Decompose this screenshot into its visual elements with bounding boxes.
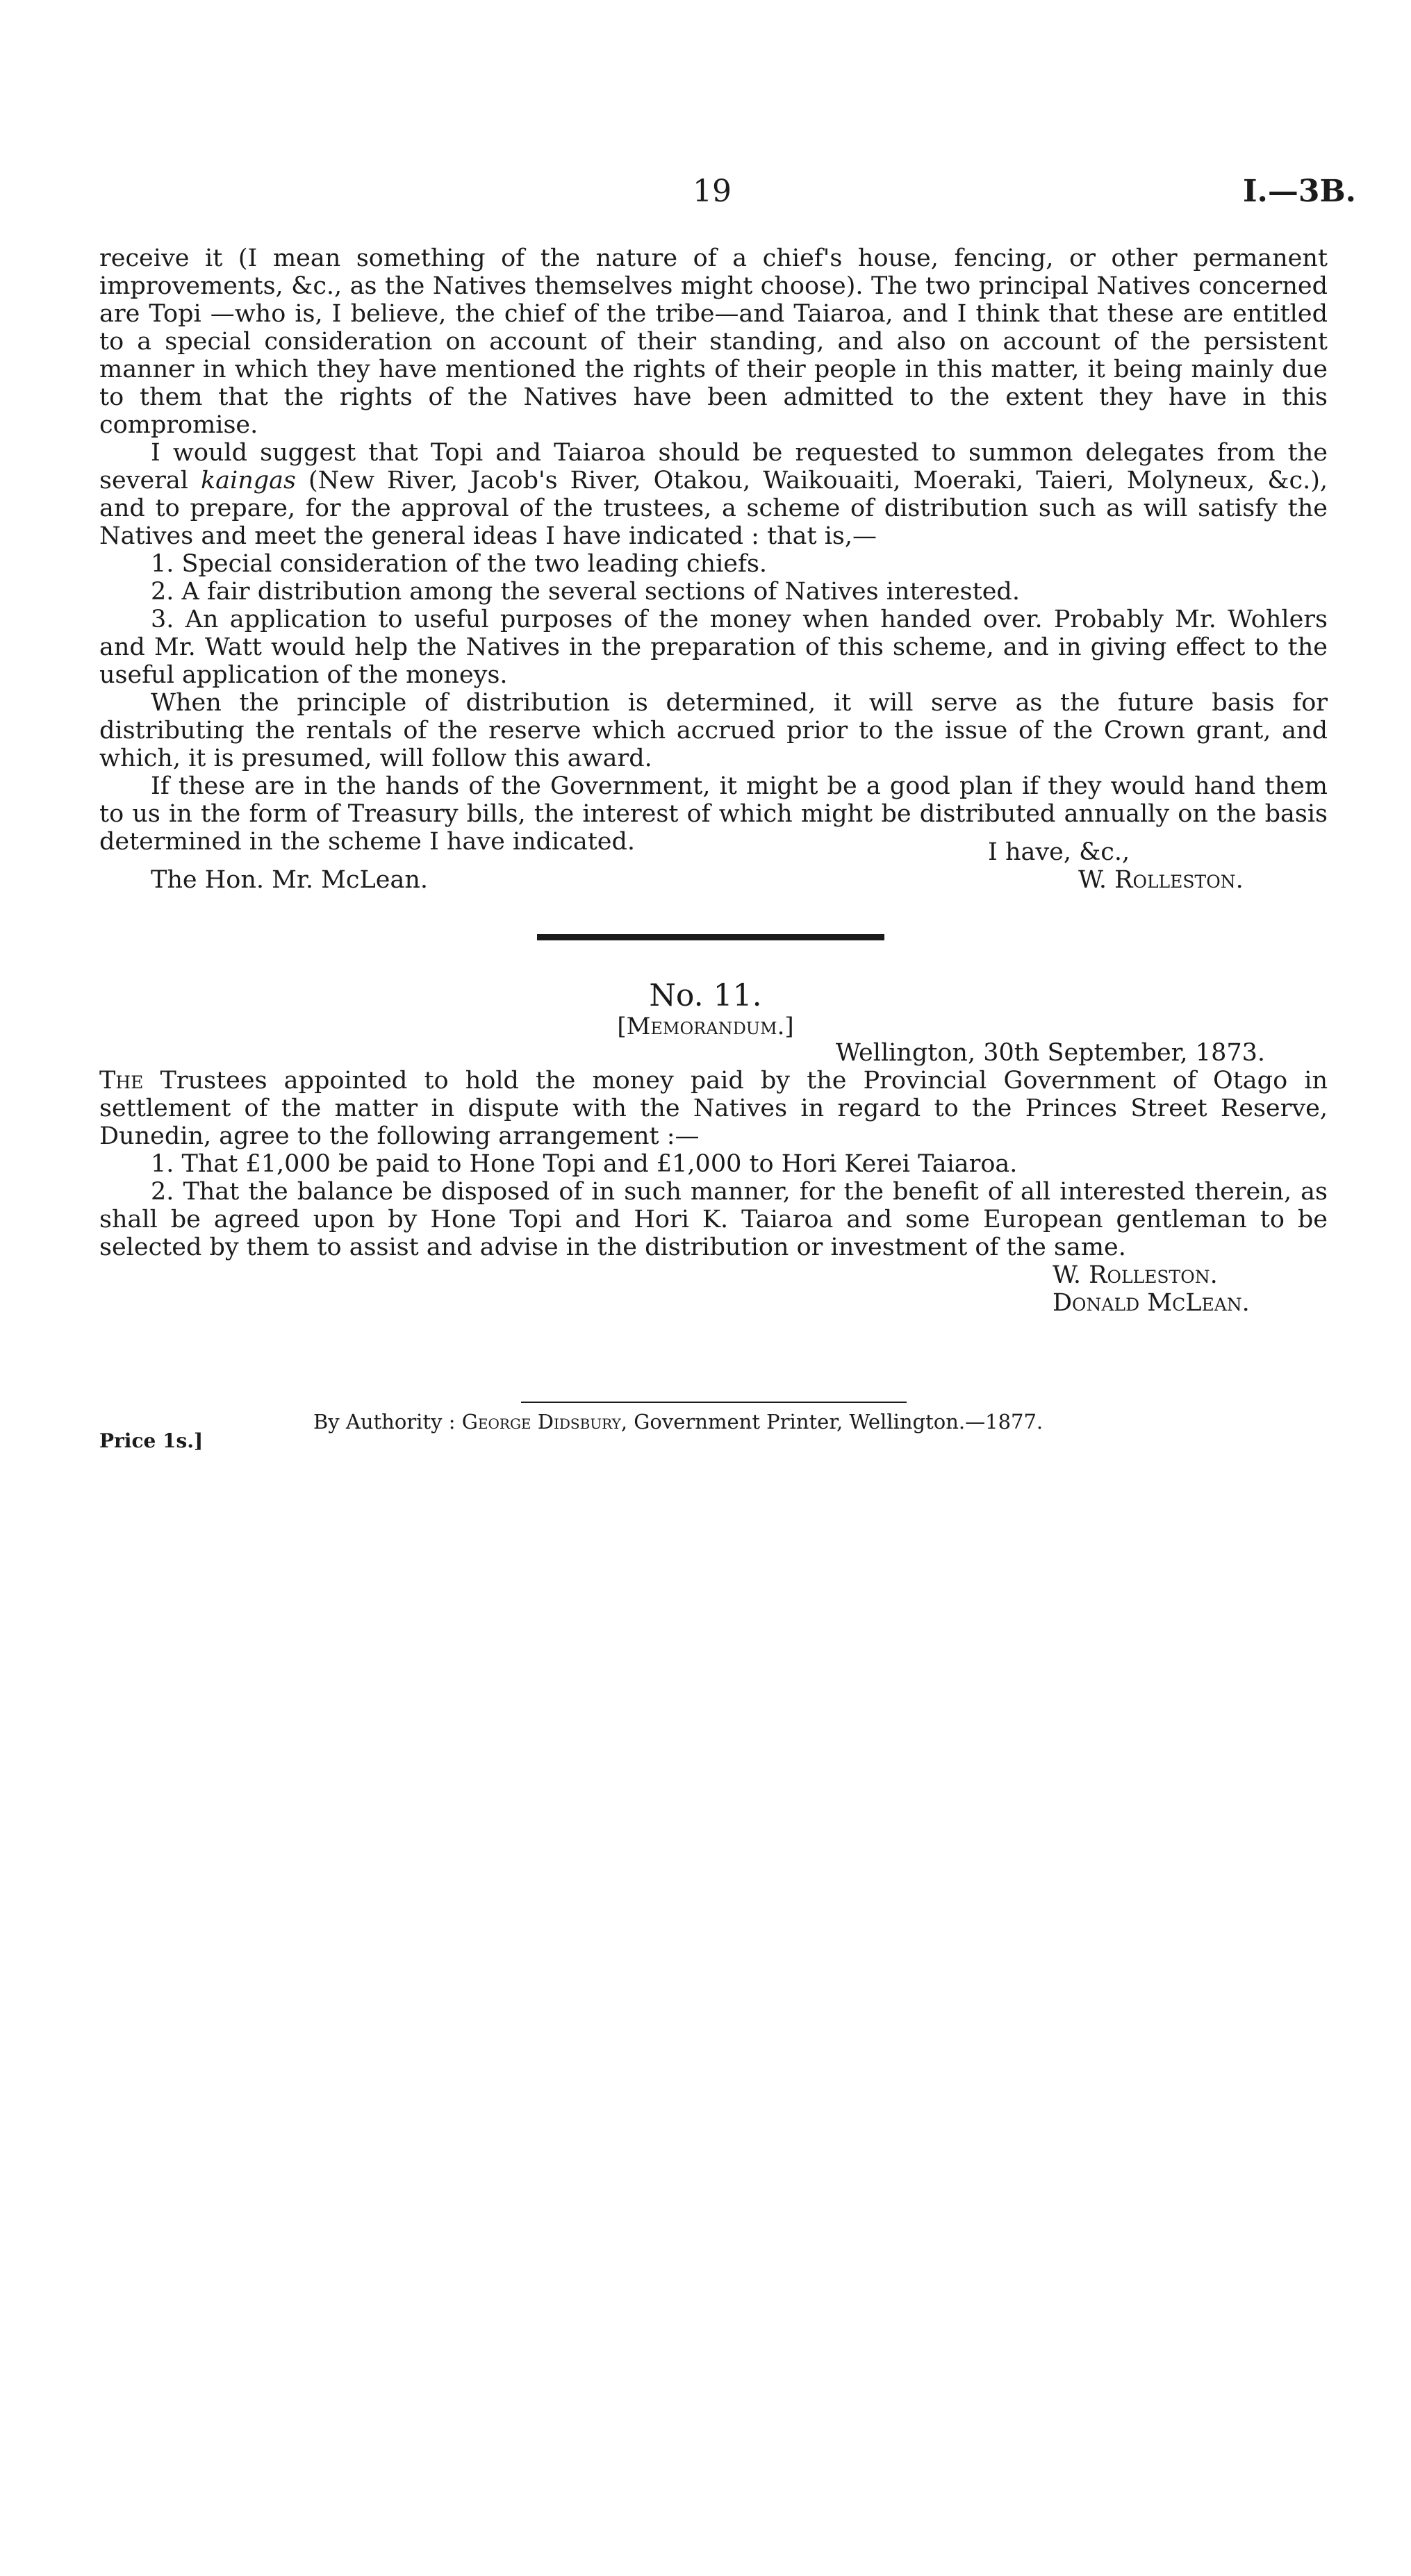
signer-rolleston: W. Rolleston. <box>1053 1261 1218 1289</box>
addressee: The Hon. Mr. McLean. <box>151 866 429 894</box>
letter-paragraph: When the principle of distribution is determined, it will serve as the future basis for distributing the rentals of the reserve which accrued prior to the issue of the Crown grant, and which, it is presumed, will follow this award. <box>99 689 1328 772</box>
memorandum-label: [Memorandum.] <box>617 1013 794 1040</box>
letter-paragraph: receive it (I mean something of the nature of a chief's house, fencing, or other permanent improvements, &c., as the Natives themselves might choose). The two principal Natives concerned are Topi —who is, I believe, the chief of the tribe—and Taiaroa, and I think that these are entitled to a special consideration on account of their standing, and also on account of the persistent manner in which they have mentioned the rights of their people in this matter, it being mainly due to them that the rights of the Natives have been admitted to the extent they have in this compromise. <box>99 244 1328 439</box>
memorandum-number: No. 11. <box>649 978 762 1013</box>
signer-mclean: Donald McLean. <box>1053 1289 1250 1317</box>
signature: W. Rolleston. <box>1078 866 1244 894</box>
document-reference: I.—3B. <box>1242 174 1356 209</box>
price-note: Price 1s.] <box>99 1429 204 1452</box>
list-item: 1. Special consideration of the two leading chiefs. <box>151 550 768 578</box>
list-item: 2. That the balance be disposed of in such manner, for the benefit of all interested therein, as shall be agreed upon by Hone Topi and Hori K. Taiaroa and some European gentleman to be selected by them to assist and advise in the distribution or investment of the same. <box>99 1178 1328 1261</box>
list-item: 3. An application to useful purposes of the money when handed over. Probably Mr. Wohlers and Mr. Watt would help the Natives in the preparation of this scheme, and in giving effect to the useful application of the moneys. <box>99 606 1328 689</box>
memorandum-paragraph: The Trustees appointed to hold the money paid by the Provincial Government of Otago in settlement of the matter in dispute with the Natives in regard to the Princes Street Reserve, Dunedin, agree to the following arrangement :— <box>99 1067 1328 1150</box>
page-number: 19 <box>693 174 732 209</box>
section-divider <box>537 934 884 940</box>
printer-imprint: By Authority : George Didsbury, Government Printer, Wellington.—1877. <box>313 1410 1043 1434</box>
letter-paragraph: I would suggest that Topi and Taiaroa should be requested to summon delegates from the several kaingas (New River, Jacob's River, Otakou, Waikouaiti, Moeraki, Taieri, Molyneux, &c.), and to prepare, for the approval of the trustees, a scheme of distribution such as will satisfy the Natives and meet the general ideas I have indicated : that is,— <box>99 439 1328 550</box>
list-item: 1. That £1,000 be paid to Hone Topi and £1,000 to Hori Kerei Taiaroa. <box>151 1150 1018 1178</box>
letter-body <box>99 244 1328 856</box>
memorandum-body <box>99 1067 1328 1261</box>
closing-phrase: I have, &c., <box>988 838 1130 866</box>
memorandum-date: Wellington, 30th September, 1873. <box>835 1039 1265 1067</box>
letter-paragraph: If these are in the hands of the Government, it might be a good plan if they would hand them to us in the form of Treasury bills, the interest of which might be distributed annually on the basis determined in the scheme I have indicated. <box>99 772 1328 856</box>
footer-rule <box>521 1402 907 1403</box>
italic-term: kaingas <box>200 467 297 495</box>
list-item: 2. A fair distribution among the several sections of Natives interested. <box>151 578 1020 606</box>
